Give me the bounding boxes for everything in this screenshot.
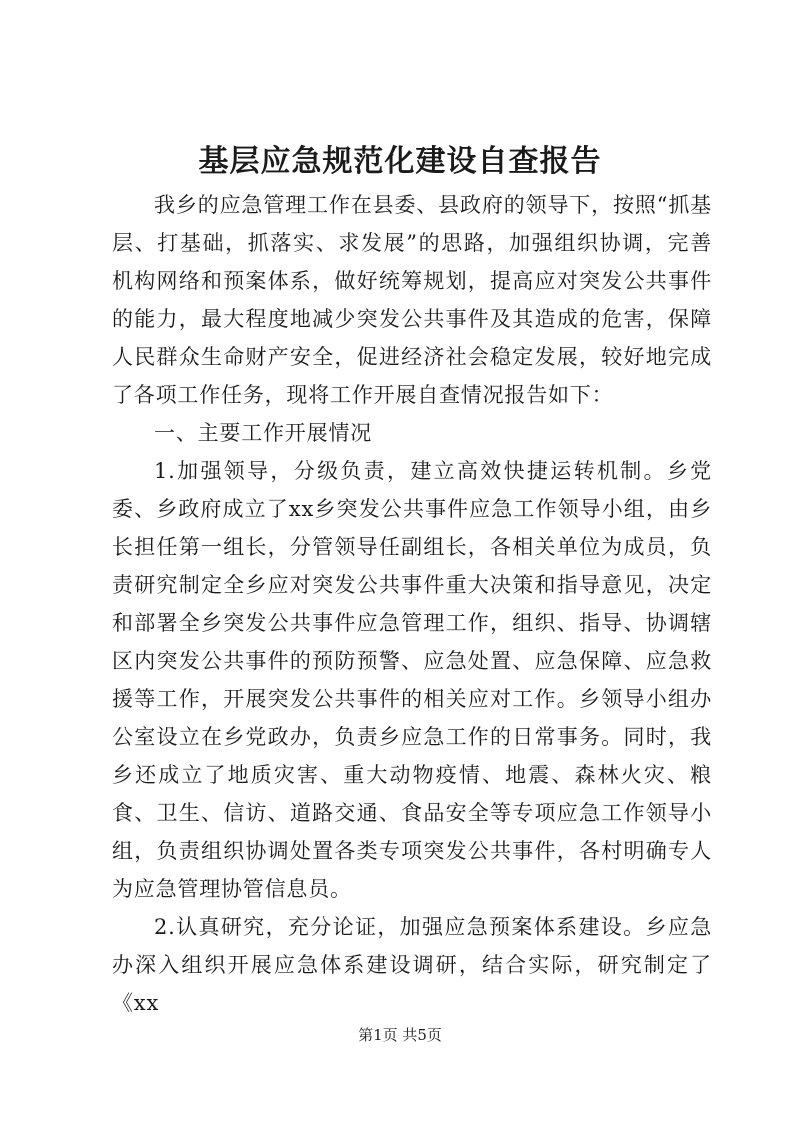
section-heading-main-work: 一、主要工作开展情况 [154, 421, 372, 445]
paragraph-item-1: 1.加强领导，分级负责，建立高效快捷运转机制。乡党委、乡政府成立了xx乡突发公共事件应急工作领导小组，由乡长担任第一组长，分管领导任副组长，各相关单位为成员，负责研究制定全乡应对突发公共事件重大决策和指导意见，决定和部署全乡突发公共事件应急管理工作，组织、指导、协调辖区内突发公共事件的预防预警、应急处置、应急保障、应急救援等工作，开展突发公共事件的相关应对工作。乡领导小组办公室设立在乡党政办，负责乡应急工作的日常事务。同时，我乡还成立了地质灾害、重大动物疫情、地震、森林火灾、粮食、卫生、信访、道路交通、食品安全等专项应急工作领导小组，负责组织协调处置各类专项突发公共事件，各村明确专人为应急管理协管信息员。 [112, 459, 712, 901]
paragraph-item-2: 2.认真研究，充分论证，加强应急预案体系建设。乡应急办深入组织开展应急体系建设调研，结合实际，研究制定了《xx [112, 915, 712, 1015]
paragraph-intro: 我乡的应急管理工作在县委、县政府的领导下，按照“抓基层、打基础，抓落实、求发展”的思路，加强组织协调，完善机构网络和预案体系，做好统筹规划，提高应对突发公共事件的能力，最大程度地减少突发公共事件及其造成的危害，保障人民群众生命财产安全，促进经济社会稳定发展，较好地完成了各项工作任务，现将工作开展自查情况报告如下： [112, 193, 712, 407]
document-title: 基层应急规范化建设自查报告 [198, 144, 602, 179]
page-number-footer: 第1页 共5页 [358, 1026, 442, 1044]
document-body [112, 186, 712, 1022]
